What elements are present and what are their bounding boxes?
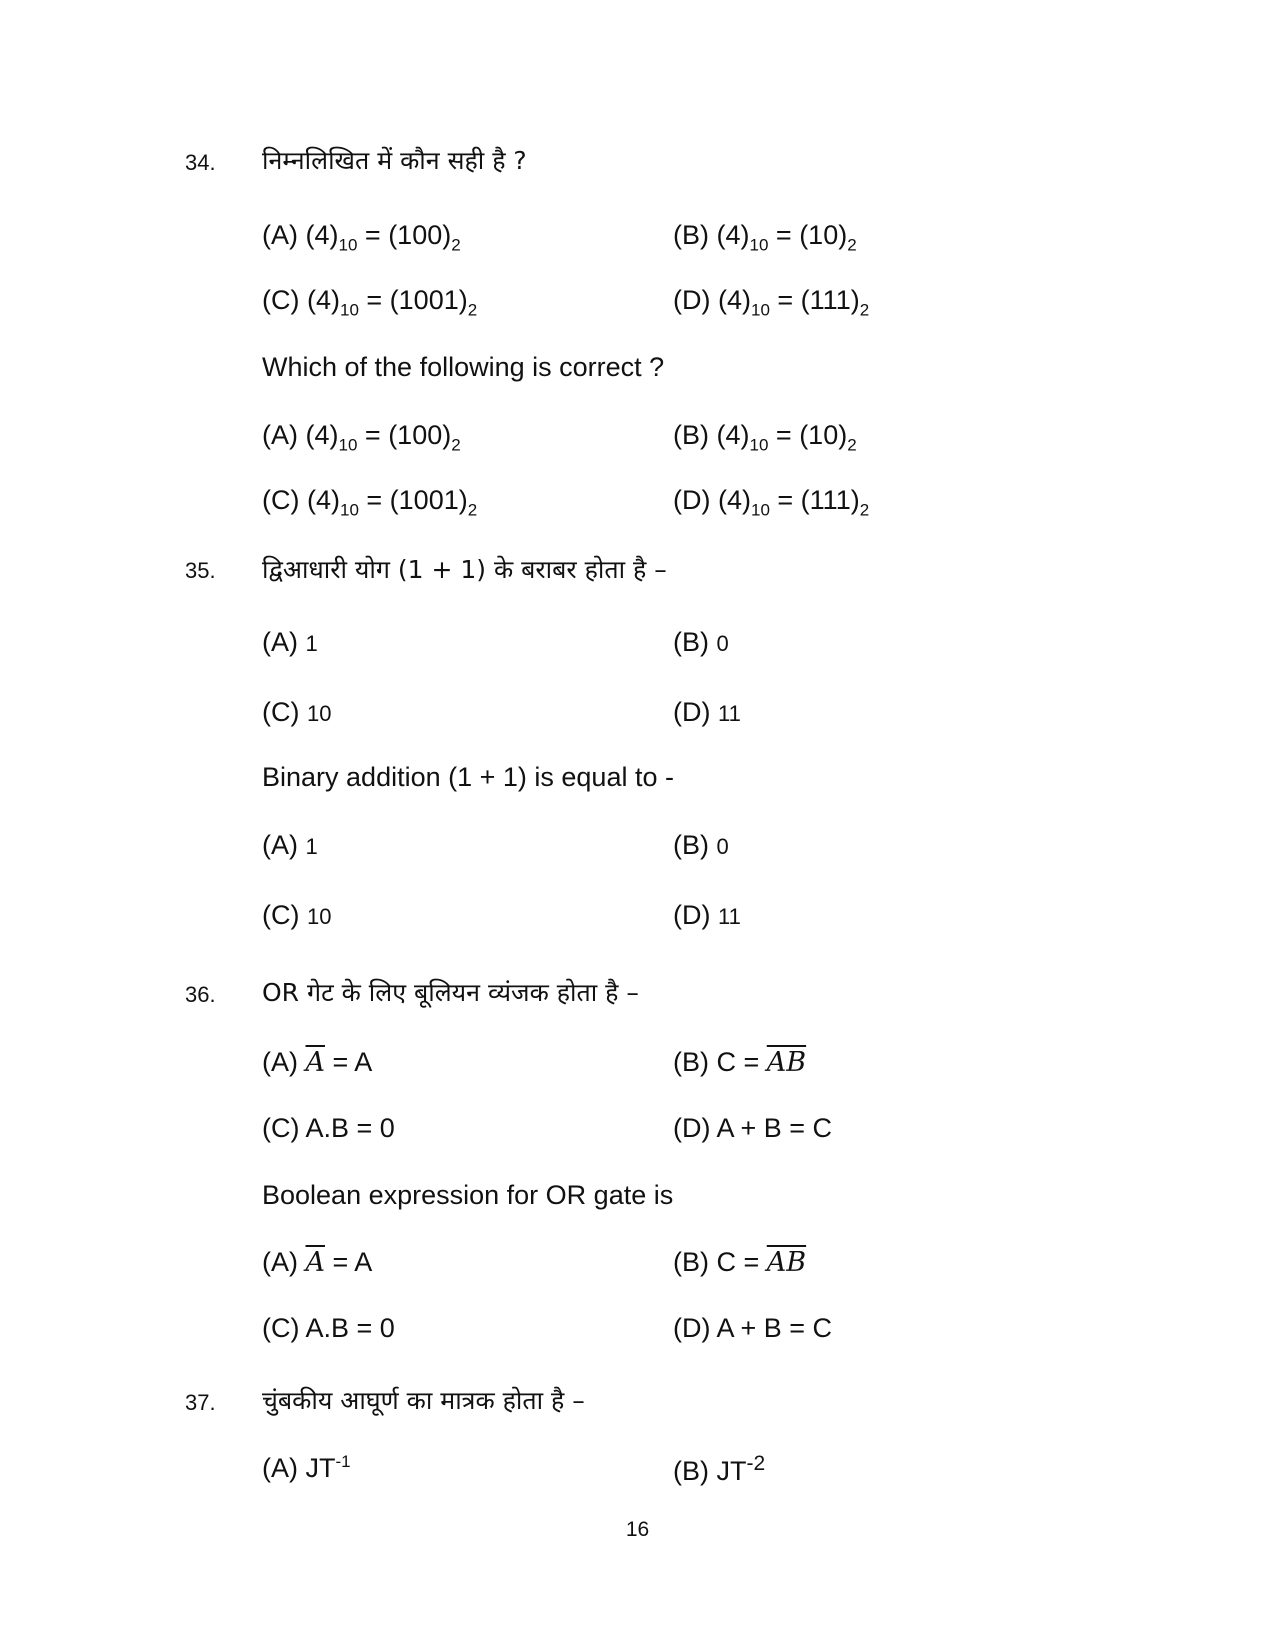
question-34-hindi: निम्नलिखित में कौन सही है ? xyxy=(262,146,527,175)
q36-english-option-c: (C) A.B = 0 xyxy=(262,1313,395,1343)
q34-english-option-a: (A) $(4)_{10} = (100)_2$ xyxy=(262,420,461,455)
q36-hindi-option-d: (D) A + B = C xyxy=(673,1113,833,1143)
q36-english-option-a: (A) $\overline{A} = A$ xyxy=(262,1247,373,1278)
q35-english-option-b: (B) 0 xyxy=(673,830,729,860)
question-36-number: 36. xyxy=(185,982,216,1007)
q34-english-option-c: (C) $(4)_{10} = (1001)_2$ xyxy=(262,485,478,520)
page-number: 16 xyxy=(625,1518,650,1541)
q34-english-option-b: (B) $(4)_{10} = (10)_2$ xyxy=(673,420,857,455)
q34-hindi-option-a: (A) $(4)_{10} = (100)_2$ xyxy=(262,220,461,255)
q35-english-option-c: (C) 10 xyxy=(262,900,332,930)
q35-hindi-option-d: (D) 11 xyxy=(673,697,741,727)
question-37-number: 37. xyxy=(185,1390,216,1415)
q34-hindi-option-d: (D) $(4)_{10} = (111)_2$ xyxy=(673,285,870,320)
q37-option-a: (A) $JT^{-1}$ xyxy=(262,1452,351,1483)
q36-hindi-option-b: (B) $C = \overline{AB}$ xyxy=(673,1047,807,1078)
q35-english-option-d: (D) 11 xyxy=(673,900,741,930)
question-34-english: Which of the following is correct ? xyxy=(262,352,665,382)
question-36-hindi: OR गेट के लिए बूलियन व्यंजक होता है – xyxy=(262,978,639,1007)
question-34-number: 34. xyxy=(185,150,216,175)
q36-hindi-option-c: (C) A.B = 0 xyxy=(262,1113,395,1143)
question-35-english: Binary addition (1 + 1) is equal to - xyxy=(262,762,674,792)
q35-hindi-option-c: (C) 10 xyxy=(262,697,332,727)
q36-english-option-d: (D) A + B = C xyxy=(673,1313,833,1343)
q34-english-option-d: (D) $(4)_{10} = (111)_2$ xyxy=(673,485,870,520)
q36-english-option-b: (B) $C = \overline{AB}$ xyxy=(673,1247,807,1278)
question-37-hindi: चुंबकीय आघूर्ण का मात्रक होता है – xyxy=(262,1386,585,1415)
q36-hindi-option-a: (A) $\overline{A} = A$ xyxy=(262,1047,373,1078)
q34-hindi-option-b: (B) $(4)_{10} = (10)_2$ xyxy=(673,220,857,255)
question-35-number: 35. xyxy=(185,558,216,583)
q35-hindi-option-b: (B) 0 xyxy=(673,627,729,657)
q34-hindi-option-c: (C) $(4)_{10} = (1001)_2$ xyxy=(262,285,478,320)
q37-option-b: (B) $JT^{-2}$ xyxy=(673,1452,766,1486)
q35-english-option-a: (A) 1 xyxy=(262,830,318,860)
question-35-hindi: द्विआधारी योग (1 + 1) के बराबर होता है – xyxy=(262,555,667,584)
question-36-english: Boolean expression for OR gate is xyxy=(262,1180,674,1210)
q35-hindi-option-a: (A) 1 xyxy=(262,627,318,657)
